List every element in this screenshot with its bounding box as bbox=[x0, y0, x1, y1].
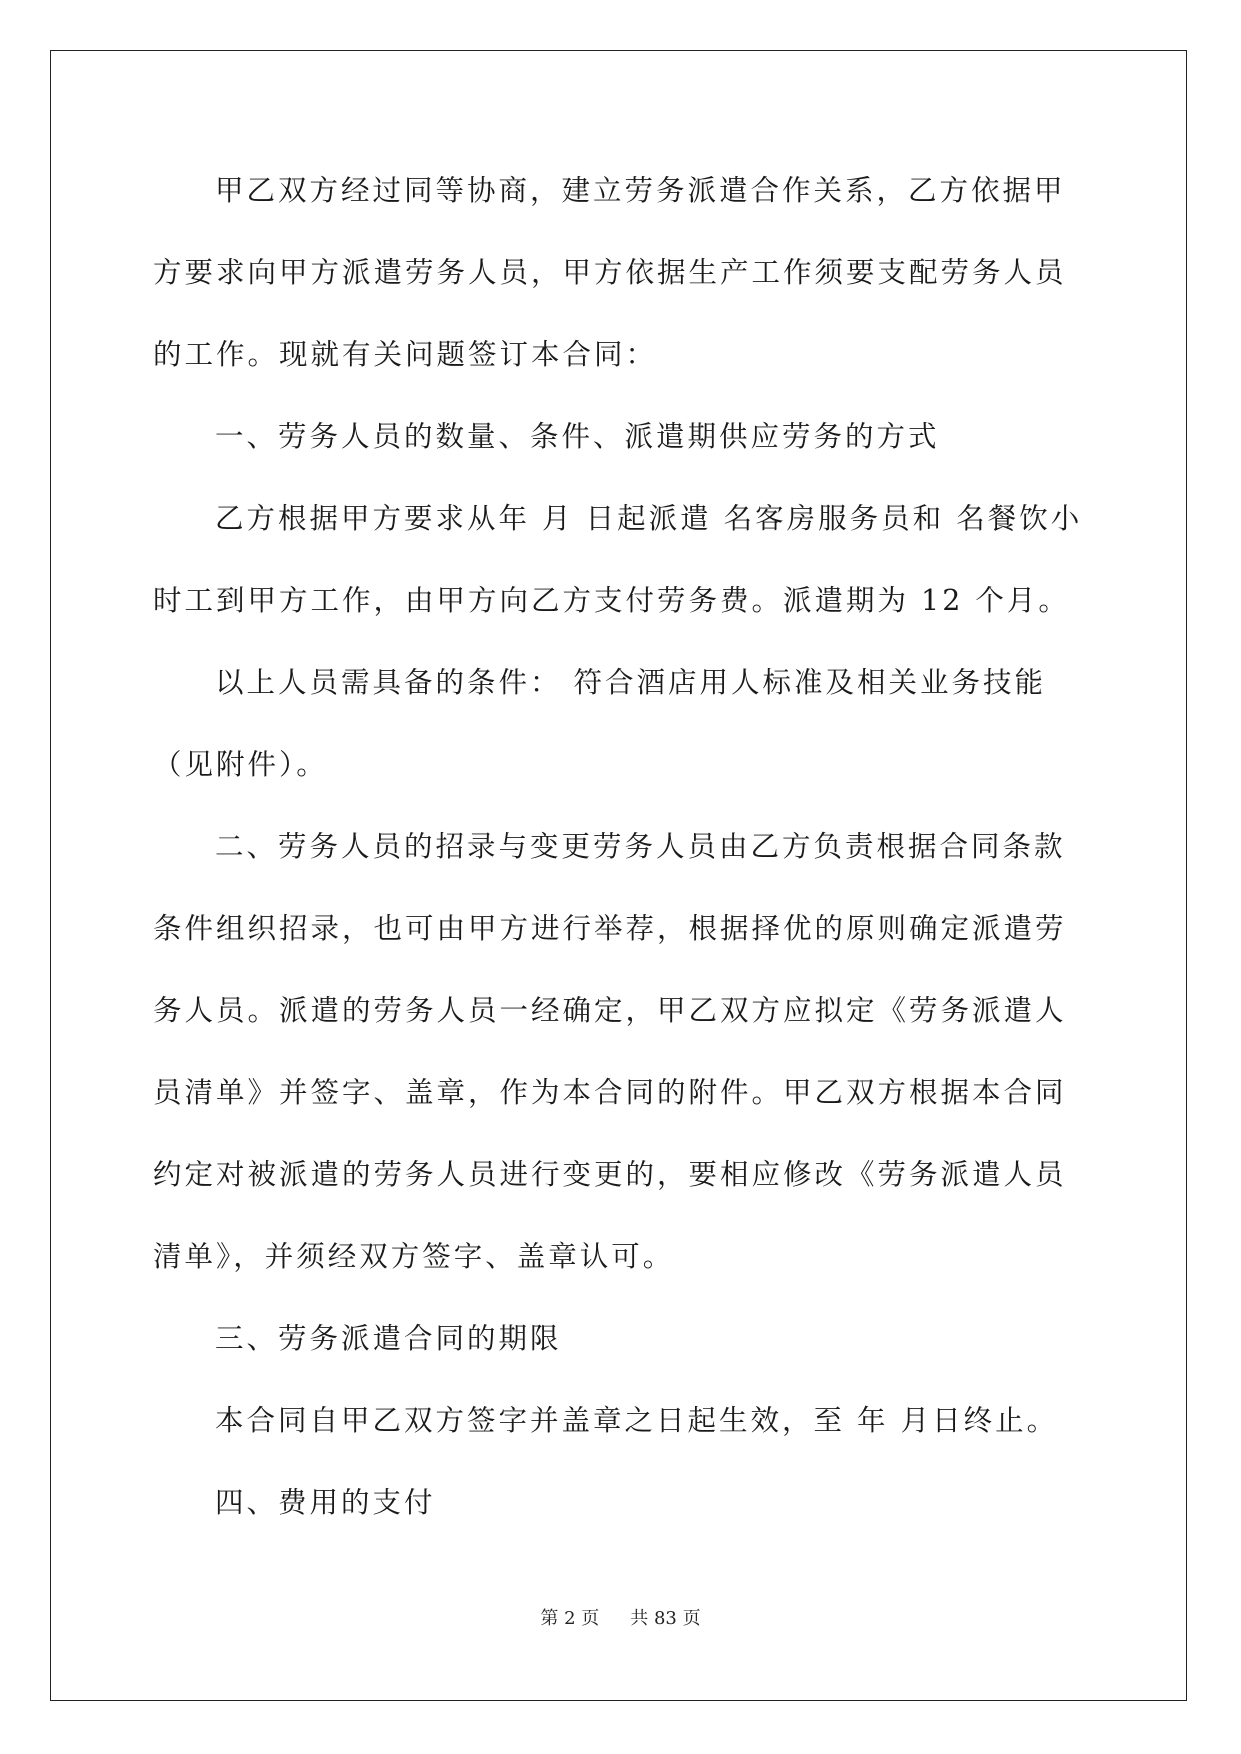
page-footer bbox=[0, 1604, 1241, 1630]
page-total: 共 83 页 bbox=[630, 1608, 701, 1629]
section-heading-3: 三、劳务派遣合同的期限 bbox=[215, 1322, 562, 1355]
paragraph-intro: 甲乙双方经过同等协商，建立劳务派遣合作关系，乙方依据甲方要求向甲方派遣劳务人员，甲方依据生产工作须要支配劳务人员的工作。现就有关问题签订本合同： bbox=[153, 174, 1067, 371]
paragraph-requirements: 以上人员需具备的条件： 符合酒店用人标准及相关业务技能（见附件）。 bbox=[153, 666, 1047, 781]
paragraph-dispatch: 乙方根据甲方要求从年 月 日起派遣 名客房服务员和 名餐饮小时工到甲方工作，由甲方向乙方支付劳务费。派遣期为 12 个月。 bbox=[153, 502, 1083, 617]
section-heading-4: 四、费用的支付 bbox=[215, 1486, 436, 1519]
page-number: 第 2 页 bbox=[540, 1608, 600, 1629]
section-heading-1: 一、劳务人员的数量、条件、派遣期供应劳务的方式 bbox=[215, 420, 940, 453]
section-heading-2: 二、劳务人员的招录与变更劳务人员由乙方负责根据合同条款条件组织招录，也可由甲方进行举荐，根据择优的原则确定派遣劳务人员。派遣的劳务人员一经确定，甲乙双方应拟定《劳务派遣人员清单》并签字、盖章，作为本合同的附件。甲乙双方根据本合同约定对被派遣的劳务人员进行变更的，要相应修改《劳务派遣人员清单》，并须经双方签字、盖章认可。 bbox=[153, 830, 1067, 1273]
paragraph-term: 本合同自甲乙双方签字并盖章之日起生效，至 年 月日终止。 bbox=[215, 1404, 1059, 1437]
document-body bbox=[153, 150, 1093, 1544]
